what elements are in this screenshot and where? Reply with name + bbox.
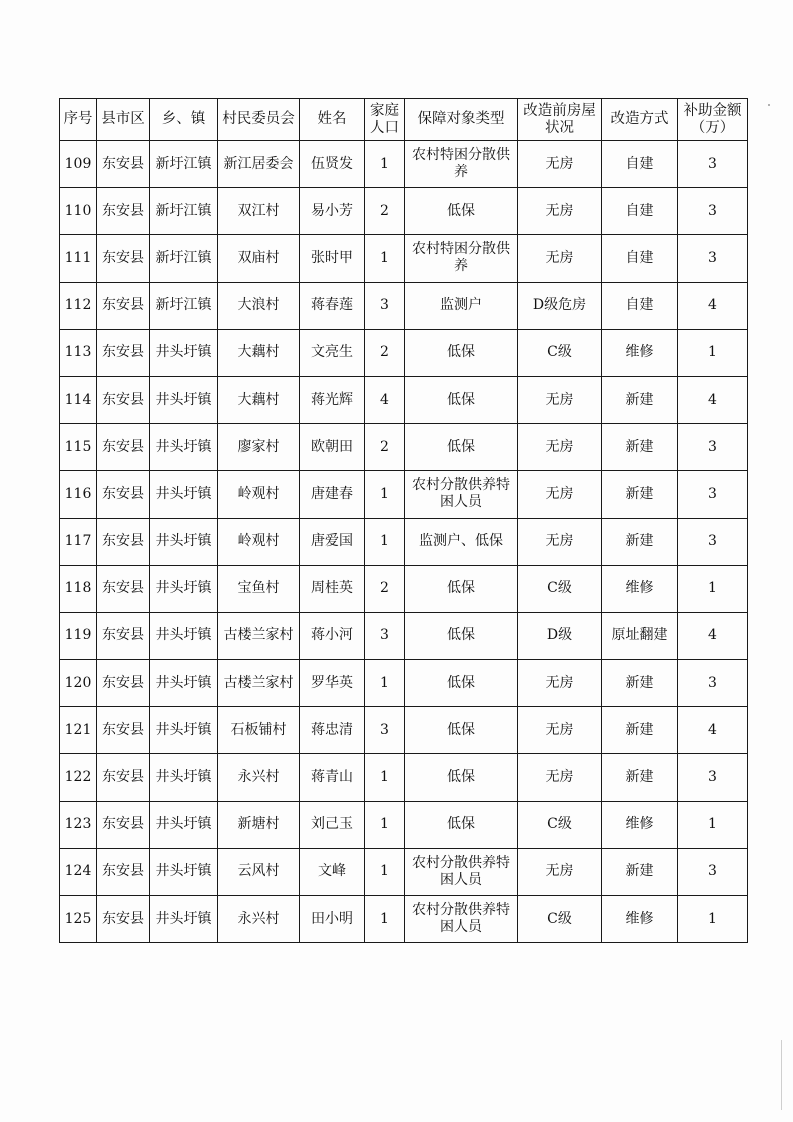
cell-county: 东安县 bbox=[97, 424, 150, 471]
cell-household-size: 3 bbox=[365, 612, 405, 659]
cell-serial-number: 109 bbox=[60, 141, 97, 188]
cell-subsidy-amount: 4 bbox=[678, 707, 748, 754]
cell-serial-number: 122 bbox=[60, 754, 97, 801]
cell-village-committee: 大藕村 bbox=[218, 376, 300, 423]
cell-name: 罗华英 bbox=[300, 660, 365, 707]
cell-township: 井头圩镇 bbox=[150, 612, 218, 659]
cell-subsidy-amount: 3 bbox=[678, 754, 748, 801]
cell-beneficiary-type: 农村分散供养特困人员 bbox=[405, 896, 518, 943]
cell-prior-housing-status: 无房 bbox=[518, 754, 602, 801]
cell-village-committee: 宝鱼村 bbox=[218, 565, 300, 612]
table-row bbox=[60, 376, 748, 423]
table-row bbox=[60, 282, 748, 329]
cell-serial-number: 116 bbox=[60, 471, 97, 518]
cell-name: 周桂英 bbox=[300, 565, 365, 612]
cell-prior-housing-status: 无房 bbox=[518, 471, 602, 518]
cell-subsidy-amount: 4 bbox=[678, 282, 748, 329]
cell-village-committee: 云风村 bbox=[218, 848, 300, 895]
cell-township: 新圩江镇 bbox=[150, 188, 218, 235]
cell-serial-number: 121 bbox=[60, 707, 97, 754]
cell-county: 东安县 bbox=[97, 518, 150, 565]
table-row bbox=[60, 896, 748, 943]
header-cell-village-committee: 村民委员会 bbox=[218, 99, 300, 141]
cell-household-size: 2 bbox=[365, 329, 405, 376]
cell-serial-number: 123 bbox=[60, 801, 97, 848]
cell-prior-housing-status: 无房 bbox=[518, 376, 602, 423]
cell-household-size: 1 bbox=[365, 518, 405, 565]
cell-name: 刘己玉 bbox=[300, 801, 365, 848]
table-row bbox=[60, 754, 748, 801]
housing-subsidy-table bbox=[59, 98, 748, 943]
cell-township: 井头圩镇 bbox=[150, 707, 218, 754]
cell-township: 井头圩镇 bbox=[150, 896, 218, 943]
cell-village-committee: 大藕村 bbox=[218, 329, 300, 376]
cell-serial-number: 110 bbox=[60, 188, 97, 235]
cell-household-size: 3 bbox=[365, 707, 405, 754]
cell-village-committee: 永兴村 bbox=[218, 754, 300, 801]
cell-village-committee: 新塘村 bbox=[218, 801, 300, 848]
cell-county: 东安县 bbox=[97, 565, 150, 612]
cell-village-committee: 岭观村 bbox=[218, 518, 300, 565]
cell-village-committee: 双江村 bbox=[218, 188, 300, 235]
scan-edge-mark bbox=[781, 1040, 782, 1110]
cell-serial-number: 111 bbox=[60, 235, 97, 282]
cell-subsidy-amount: 1 bbox=[678, 329, 748, 376]
header-cell-beneficiary-type: 保障对象类型 bbox=[405, 99, 518, 141]
cell-village-committee: 大浪村 bbox=[218, 282, 300, 329]
cell-prior-housing-status: 无房 bbox=[518, 707, 602, 754]
cell-serial-number: 115 bbox=[60, 424, 97, 471]
cell-subsidy-amount: 1 bbox=[678, 565, 748, 612]
cell-beneficiary-type: 农村分散供养特困人员 bbox=[405, 471, 518, 518]
cell-beneficiary-type: 监测户 bbox=[405, 282, 518, 329]
cell-renovation-method: 新建 bbox=[602, 471, 678, 518]
table-row bbox=[60, 707, 748, 754]
header-cell-name: 姓名 bbox=[300, 99, 365, 141]
cell-beneficiary-type: 监测户、低保 bbox=[405, 518, 518, 565]
cell-beneficiary-type: 低保 bbox=[405, 801, 518, 848]
cell-household-size: 1 bbox=[365, 801, 405, 848]
cell-prior-housing-status: 无房 bbox=[518, 141, 602, 188]
cell-name: 蒋光辉 bbox=[300, 376, 365, 423]
cell-county: 东安县 bbox=[97, 282, 150, 329]
cell-name: 蒋春莲 bbox=[300, 282, 365, 329]
cell-prior-housing-status: 无房 bbox=[518, 424, 602, 471]
cell-name: 蒋小河 bbox=[300, 612, 365, 659]
cell-subsidy-amount: 3 bbox=[678, 518, 748, 565]
cell-prior-housing-status: 无房 bbox=[518, 235, 602, 282]
cell-beneficiary-type: 低保 bbox=[405, 660, 518, 707]
cell-renovation-method: 新建 bbox=[602, 848, 678, 895]
cell-county: 东安县 bbox=[97, 896, 150, 943]
cell-prior-housing-status: D级 bbox=[518, 612, 602, 659]
cell-household-size: 2 bbox=[365, 565, 405, 612]
cell-household-size: 1 bbox=[365, 141, 405, 188]
table-row bbox=[60, 518, 748, 565]
cell-household-size: 1 bbox=[365, 471, 405, 518]
cell-household-size: 4 bbox=[365, 376, 405, 423]
cell-beneficiary-type: 农村特困分散供养 bbox=[405, 235, 518, 282]
cell-subsidy-amount: 4 bbox=[678, 376, 748, 423]
cell-township: 井头圩镇 bbox=[150, 754, 218, 801]
scan-speck bbox=[768, 104, 770, 106]
cell-name: 蒋忠清 bbox=[300, 707, 365, 754]
cell-subsidy-amount: 1 bbox=[678, 896, 748, 943]
cell-name: 唐建春 bbox=[300, 471, 365, 518]
cell-household-size: 1 bbox=[365, 896, 405, 943]
cell-village-committee: 廖家村 bbox=[218, 424, 300, 471]
cell-township: 井头圩镇 bbox=[150, 801, 218, 848]
cell-county: 东安县 bbox=[97, 848, 150, 895]
cell-serial-number: 119 bbox=[60, 612, 97, 659]
cell-prior-housing-status: C级 bbox=[518, 896, 602, 943]
header-cell-household-size: 家庭人口 bbox=[365, 99, 405, 141]
cell-renovation-method: 自建 bbox=[602, 188, 678, 235]
cell-name: 文亮生 bbox=[300, 329, 365, 376]
cell-subsidy-amount: 3 bbox=[678, 660, 748, 707]
cell-prior-housing-status: 无房 bbox=[518, 188, 602, 235]
cell-household-size: 1 bbox=[365, 660, 405, 707]
cell-household-size: 1 bbox=[365, 235, 405, 282]
header-cell-serial-number: 序号 bbox=[60, 99, 97, 141]
cell-household-size: 1 bbox=[365, 754, 405, 801]
cell-serial-number: 113 bbox=[60, 329, 97, 376]
cell-beneficiary-type: 低保 bbox=[405, 424, 518, 471]
cell-county: 东安县 bbox=[97, 660, 150, 707]
cell-subsidy-amount: 3 bbox=[678, 471, 748, 518]
cell-serial-number: 117 bbox=[60, 518, 97, 565]
table-row bbox=[60, 141, 748, 188]
cell-township: 井头圩镇 bbox=[150, 848, 218, 895]
cell-beneficiary-type: 低保 bbox=[405, 565, 518, 612]
cell-renovation-method: 自建 bbox=[602, 282, 678, 329]
cell-township: 井头圩镇 bbox=[150, 329, 218, 376]
table-row bbox=[60, 471, 748, 518]
cell-renovation-method: 新建 bbox=[602, 660, 678, 707]
cell-beneficiary-type: 低保 bbox=[405, 329, 518, 376]
cell-household-size: 2 bbox=[365, 424, 405, 471]
cell-subsidy-amount: 4 bbox=[678, 612, 748, 659]
cell-name: 张时甲 bbox=[300, 235, 365, 282]
cell-name: 唐爱国 bbox=[300, 518, 365, 565]
cell-name: 田小明 bbox=[300, 896, 365, 943]
table-row bbox=[60, 801, 748, 848]
cell-serial-number: 112 bbox=[60, 282, 97, 329]
cell-county: 东安县 bbox=[97, 754, 150, 801]
cell-beneficiary-type: 低保 bbox=[405, 754, 518, 801]
cell-township: 新圩江镇 bbox=[150, 141, 218, 188]
cell-village-committee: 永兴村 bbox=[218, 896, 300, 943]
cell-subsidy-amount: 3 bbox=[678, 424, 748, 471]
header-cell-subsidy-amount: 补助金额（万） bbox=[678, 99, 748, 141]
cell-renovation-method: 新建 bbox=[602, 707, 678, 754]
header-row bbox=[60, 99, 748, 141]
table-row bbox=[60, 848, 748, 895]
table-row bbox=[60, 235, 748, 282]
cell-serial-number: 125 bbox=[60, 896, 97, 943]
table-row bbox=[60, 565, 748, 612]
cell-village-committee: 岭观村 bbox=[218, 471, 300, 518]
cell-renovation-method: 维修 bbox=[602, 565, 678, 612]
cell-village-committee: 古楼兰家村 bbox=[218, 660, 300, 707]
cell-renovation-method: 新建 bbox=[602, 424, 678, 471]
cell-renovation-method: 自建 bbox=[602, 141, 678, 188]
cell-subsidy-amount: 3 bbox=[678, 141, 748, 188]
cell-serial-number: 118 bbox=[60, 565, 97, 612]
cell-renovation-method: 新建 bbox=[602, 518, 678, 565]
cell-township: 新圩江镇 bbox=[150, 235, 218, 282]
cell-subsidy-amount: 3 bbox=[678, 848, 748, 895]
cell-village-committee: 新江居委会 bbox=[218, 141, 300, 188]
table-header bbox=[60, 99, 748, 141]
cell-subsidy-amount: 1 bbox=[678, 801, 748, 848]
cell-prior-housing-status: C级 bbox=[518, 801, 602, 848]
cell-household-size: 1 bbox=[365, 848, 405, 895]
cell-renovation-method: 维修 bbox=[602, 801, 678, 848]
cell-prior-housing-status: D级危房 bbox=[518, 282, 602, 329]
cell-beneficiary-type: 农村分散供养特困人员 bbox=[405, 848, 518, 895]
cell-renovation-method: 自建 bbox=[602, 235, 678, 282]
cell-township: 新圩江镇 bbox=[150, 282, 218, 329]
cell-county: 东安县 bbox=[97, 235, 150, 282]
cell-township: 井头圩镇 bbox=[150, 660, 218, 707]
cell-beneficiary-type: 农村特困分散供养 bbox=[405, 141, 518, 188]
cell-county: 东安县 bbox=[97, 141, 150, 188]
cell-household-size: 3 bbox=[365, 282, 405, 329]
cell-county: 东安县 bbox=[97, 188, 150, 235]
cell-serial-number: 120 bbox=[60, 660, 97, 707]
cell-renovation-method: 维修 bbox=[602, 329, 678, 376]
cell-name: 欧朝田 bbox=[300, 424, 365, 471]
table-body bbox=[60, 141, 748, 943]
cell-prior-housing-status: 无房 bbox=[518, 660, 602, 707]
cell-subsidy-amount: 3 bbox=[678, 188, 748, 235]
cell-prior-housing-status: C级 bbox=[518, 329, 602, 376]
cell-prior-housing-status: 无房 bbox=[518, 518, 602, 565]
cell-village-committee: 双庙村 bbox=[218, 235, 300, 282]
cell-name: 伍贤发 bbox=[300, 141, 365, 188]
table-row bbox=[60, 329, 748, 376]
cell-village-committee: 石板铺村 bbox=[218, 707, 300, 754]
cell-township: 井头圩镇 bbox=[150, 518, 218, 565]
cell-prior-housing-status: 无房 bbox=[518, 848, 602, 895]
table-row bbox=[60, 612, 748, 659]
cell-serial-number: 124 bbox=[60, 848, 97, 895]
cell-beneficiary-type: 低保 bbox=[405, 707, 518, 754]
cell-beneficiary-type: 低保 bbox=[405, 376, 518, 423]
cell-renovation-method: 新建 bbox=[602, 376, 678, 423]
cell-township: 井头圩镇 bbox=[150, 376, 218, 423]
table-row bbox=[60, 660, 748, 707]
cell-prior-housing-status: C级 bbox=[518, 565, 602, 612]
cell-renovation-method: 原址翻建 bbox=[602, 612, 678, 659]
cell-name: 文峰 bbox=[300, 848, 365, 895]
cell-county: 东安县 bbox=[97, 329, 150, 376]
cell-county: 东安县 bbox=[97, 801, 150, 848]
table-row bbox=[60, 188, 748, 235]
cell-household-size: 2 bbox=[365, 188, 405, 235]
cell-county: 东安县 bbox=[97, 376, 150, 423]
cell-county: 东安县 bbox=[97, 707, 150, 754]
cell-name: 蒋青山 bbox=[300, 754, 365, 801]
header-cell-township: 乡、镇 bbox=[150, 99, 218, 141]
cell-township: 井头圩镇 bbox=[150, 565, 218, 612]
cell-subsidy-amount: 3 bbox=[678, 235, 748, 282]
header-cell-renovation-method: 改造方式 bbox=[602, 99, 678, 141]
table-row bbox=[60, 424, 748, 471]
header-cell-prior-housing-status: 改造前房屋状况 bbox=[518, 99, 602, 141]
cell-renovation-method: 新建 bbox=[602, 754, 678, 801]
cell-beneficiary-type: 低保 bbox=[405, 612, 518, 659]
cell-name: 易小芳 bbox=[300, 188, 365, 235]
cell-county: 东安县 bbox=[97, 612, 150, 659]
cell-village-committee: 古楼兰家村 bbox=[218, 612, 300, 659]
cell-beneficiary-type: 低保 bbox=[405, 188, 518, 235]
cell-township: 井头圩镇 bbox=[150, 471, 218, 518]
header-cell-county: 县市区 bbox=[97, 99, 150, 141]
cell-serial-number: 114 bbox=[60, 376, 97, 423]
cell-county: 东安县 bbox=[97, 471, 150, 518]
cell-township: 井头圩镇 bbox=[150, 424, 218, 471]
cell-renovation-method: 维修 bbox=[602, 896, 678, 943]
